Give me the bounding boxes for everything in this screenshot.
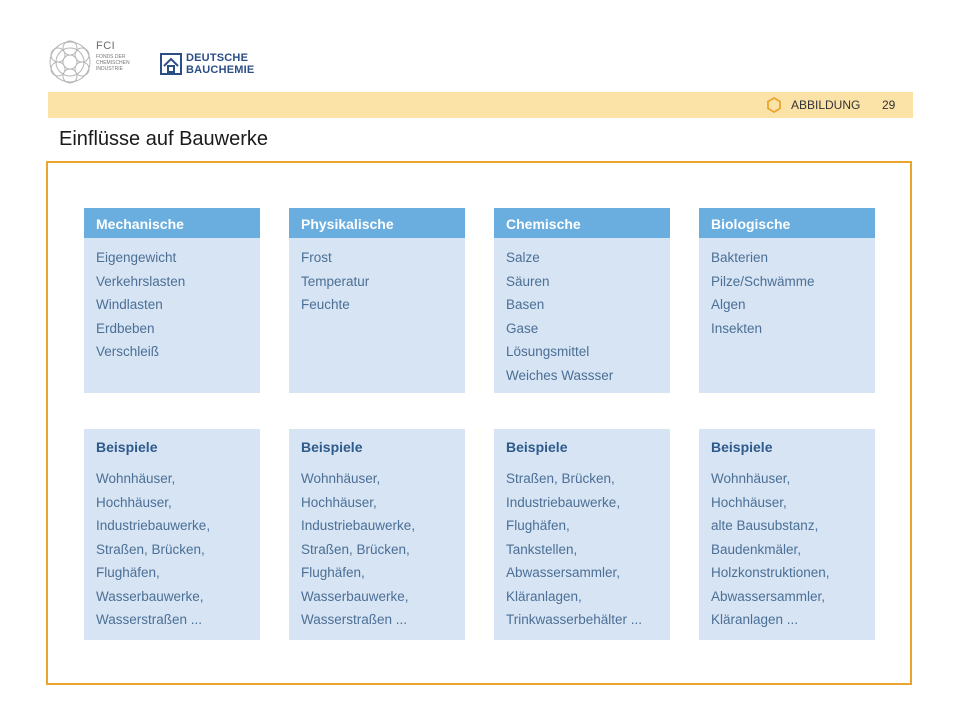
list-item: Verschleiß (96, 344, 160, 359)
logo-text-line1: DEUTSCHE (186, 52, 249, 64)
list-item: Hochhäuser, (301, 494, 377, 510)
category-card-biologische (699, 208, 875, 393)
fci-logo (48, 36, 138, 88)
list-item: Hochhäuser, (711, 494, 787, 510)
examples-card-biologische (699, 429, 875, 640)
deutsche-bauchemie-logo (160, 52, 270, 78)
list-item: Wasserbauwerke, (96, 588, 204, 604)
list-item: Wasserstraßen ... (301, 612, 408, 627)
examples-items (494, 463, 670, 632)
page-title: Einflüsse auf Bauwerke (59, 128, 269, 150)
list-item: Bakterien (711, 250, 769, 265)
list-item: Wasserbauwerke, (301, 588, 409, 604)
list-item: Pilze/Schwämme (711, 273, 815, 289)
list-item: Tankstellen, (506, 541, 578, 557)
list-item: Weiches Wassser (506, 367, 614, 383)
list-item: Windlasten (96, 297, 163, 312)
list-item: Basen (506, 297, 545, 312)
fci-subtitle-line: INDUSTRIE (96, 66, 123, 72)
examples-title: Beispiele (96, 439, 158, 455)
hexagon-icon (766, 97, 782, 113)
list-item: Verkehrslasten (96, 273, 186, 289)
list-item: Hochhäuser, (96, 494, 172, 510)
category-card-mechanische (84, 208, 260, 393)
list-item: Flughäfen, (301, 565, 365, 580)
list-item: Lösungsmittel (506, 344, 590, 359)
category-items (494, 238, 670, 387)
list-item: Insekten (711, 320, 763, 336)
list-item: Abwassersammler, (711, 588, 826, 604)
examples-items (289, 463, 465, 632)
list-item: Wasserstraßen ... (96, 612, 203, 627)
list-item: Frost (301, 250, 332, 265)
category-card-chemische (494, 208, 670, 393)
list-item: Wohnhäuser, (301, 471, 381, 486)
examples-card-chemische (494, 429, 670, 640)
category-items (699, 238, 875, 340)
list-item: Straßen, Brücken, (506, 471, 615, 486)
figure-label: ABBILDUNG (791, 98, 861, 112)
examples-items (84, 463, 260, 632)
examples-items (699, 463, 875, 632)
examples-title: Beispiele (301, 439, 363, 455)
list-item: Temperatur (301, 273, 370, 289)
list-item: Wohnhäuser, (96, 471, 176, 486)
list-item: Industriebauwerke, (96, 518, 211, 533)
list-item: Holzkonstruktionen, (711, 565, 830, 580)
fci-logo-subtitle (96, 54, 140, 72)
fci-subtitle-line: CHEMISCHEN (96, 60, 130, 66)
category-items (84, 238, 260, 364)
category-title: Mechanische (84, 208, 260, 238)
examples-title: Beispiele (506, 439, 568, 455)
list-item: Feuchte (301, 297, 350, 312)
list-item: Erdbeben (96, 320, 155, 336)
examples-title: Beispiele (711, 439, 773, 455)
list-item: Kläranlagen ... (711, 612, 799, 627)
list-item: Abwassersammler, (506, 565, 621, 580)
list-item: Industriebauwerke, (506, 494, 621, 510)
house-icon (160, 53, 182, 75)
category-title: Chemische (494, 208, 670, 238)
list-item: Baudenkmäler, (711, 541, 802, 557)
list-item: Trinkwasserbehälter ... (506, 612, 643, 627)
list-item: Wohnhäuser, (711, 471, 791, 486)
category-card-physikalische (289, 208, 465, 393)
list-item: Straßen, Brücken, (301, 541, 410, 557)
logo-text-line2: BAUCHEMIE (186, 64, 255, 76)
list-item: Flughäfen, (96, 565, 160, 580)
category-items (289, 238, 465, 317)
figure-band (48, 92, 913, 118)
fci-logo-name: FCI (96, 40, 116, 52)
category-title: Biologische (699, 208, 875, 238)
list-item: Eigengewicht (96, 250, 177, 265)
list-item: Algen (711, 297, 746, 312)
list-item: Industriebauwerke, (301, 518, 416, 533)
examples-card-mechanische (84, 429, 260, 640)
fci-rosette-icon (48, 36, 92, 88)
list-item: Kläranlagen, (506, 588, 582, 604)
list-item: Salze (506, 250, 540, 265)
list-item: Straßen, Brücken, (96, 541, 205, 557)
list-item: alte Bausubstanz, (711, 518, 819, 533)
list-item: Säuren (506, 273, 550, 289)
figure-number: 29 (882, 98, 896, 112)
list-item: Flughäfen, (506, 518, 570, 533)
fci-subtitle-line: FONDS DER (96, 54, 126, 60)
list-item: Gase (506, 320, 539, 336)
category-title: Physikalische (289, 208, 465, 238)
examples-card-physikalische (289, 429, 465, 640)
